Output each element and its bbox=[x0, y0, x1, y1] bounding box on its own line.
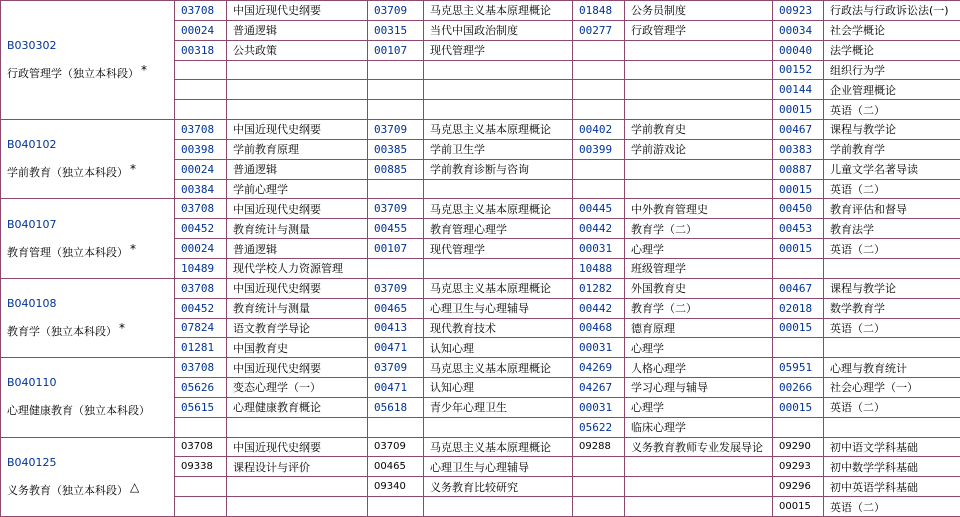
course-name bbox=[625, 100, 773, 120]
course-code: 00467 bbox=[773, 120, 824, 140]
course-name: 教育法学 bbox=[824, 219, 960, 239]
course-name: 心理卫生与心理辅导 bbox=[424, 457, 573, 477]
table-row bbox=[1, 120, 960, 140]
major-name: 心理健康教育（独立本科段） bbox=[7, 404, 150, 418]
course-code: 00399 bbox=[573, 139, 625, 159]
course-code bbox=[368, 80, 424, 100]
course-name: 英语（二） bbox=[824, 179, 960, 199]
course-code: 05622 bbox=[573, 417, 625, 437]
course-name: 义务教育教师专业发展导论 bbox=[625, 437, 773, 457]
course-code: 00315 bbox=[368, 20, 424, 40]
course-code bbox=[573, 60, 625, 80]
course-code: 00266 bbox=[773, 378, 824, 398]
course-name: 心理学 bbox=[625, 338, 773, 358]
course-code: 00465 bbox=[368, 298, 424, 318]
course-name: 德育原理 bbox=[625, 318, 773, 338]
course-code: 00465 bbox=[368, 457, 424, 477]
course-code: 00383 bbox=[773, 139, 824, 159]
course-name: 中国教育史 bbox=[227, 338, 368, 358]
course-name: 马克思主义基本原理概论 bbox=[424, 437, 573, 457]
course-code: 00031 bbox=[573, 239, 625, 259]
course-name: 课程设计与评价 bbox=[227, 457, 368, 477]
major-code: B030302 bbox=[7, 39, 57, 53]
course-name: 人格心理学 bbox=[625, 358, 773, 378]
course-name: 现代学校人力资源管理 bbox=[227, 258, 368, 278]
course-code: 01281 bbox=[175, 338, 227, 358]
course-code bbox=[368, 179, 424, 199]
course-code: 09340 bbox=[368, 477, 424, 497]
course-name: 英语（二） bbox=[824, 318, 960, 338]
course-name bbox=[625, 80, 773, 100]
course-name: 青少年心理卫生 bbox=[424, 397, 573, 417]
major-name: 义务教育（独立本科段） △ bbox=[7, 479, 140, 497]
course-name bbox=[227, 80, 368, 100]
course-code: 00450 bbox=[773, 199, 824, 219]
course-code: 03708 bbox=[175, 437, 227, 457]
course-name: 学习心理与辅导 bbox=[625, 378, 773, 398]
course-name: 数学教育学 bbox=[824, 298, 960, 318]
course-name: 普通逻辑 bbox=[227, 20, 368, 40]
course-name: 公共政策 bbox=[227, 40, 368, 60]
course-code: 00034 bbox=[773, 20, 824, 40]
course-code bbox=[573, 159, 625, 179]
course-code: 00453 bbox=[773, 219, 824, 239]
course-code: 00015 bbox=[773, 179, 824, 199]
course-code bbox=[773, 338, 824, 358]
course-name: 英语（二） bbox=[824, 397, 960, 417]
course-name bbox=[824, 258, 960, 278]
course-name bbox=[625, 477, 773, 497]
course-name bbox=[625, 497, 773, 517]
course-name: 教育统计与测量 bbox=[227, 298, 368, 318]
course-code bbox=[368, 60, 424, 80]
course-code: 00107 bbox=[368, 40, 424, 60]
course-code: 04269 bbox=[573, 358, 625, 378]
course-name bbox=[227, 477, 368, 497]
major-mark: △ bbox=[130, 479, 140, 494]
major-cell bbox=[1, 120, 175, 199]
course-code bbox=[368, 497, 424, 517]
course-code: 09293 bbox=[773, 457, 824, 477]
course-name: 学前游戏论 bbox=[625, 139, 773, 159]
major-code: B040108 bbox=[7, 297, 57, 310]
course-code: 03709 bbox=[368, 437, 424, 457]
course-name bbox=[424, 100, 573, 120]
course-code bbox=[175, 80, 227, 100]
course-code: 00452 bbox=[175, 298, 227, 318]
course-name: 企业管理概论 bbox=[824, 80, 960, 100]
course-name: 学前卫生学 bbox=[424, 139, 573, 159]
course-code: 00384 bbox=[175, 179, 227, 199]
course-name bbox=[625, 40, 773, 60]
course-code: 00024 bbox=[175, 20, 227, 40]
course-code: 02018 bbox=[773, 298, 824, 318]
course-code: 03708 bbox=[175, 1, 227, 21]
course-name: 班级管理学 bbox=[625, 258, 773, 278]
course-name: 中国近现代史纲要 bbox=[227, 120, 368, 140]
course-code bbox=[368, 258, 424, 278]
course-name: 学前教育学 bbox=[824, 139, 960, 159]
course-code: 05618 bbox=[368, 397, 424, 417]
course-name: 临床心理学 bbox=[625, 417, 773, 437]
course-code: 00031 bbox=[573, 397, 625, 417]
major-name: 教育管理（独立本科段） * bbox=[7, 241, 136, 259]
course-code: 00015 bbox=[773, 397, 824, 417]
course-name: 教育学（二） bbox=[625, 298, 773, 318]
major-mark: * bbox=[130, 162, 136, 177]
course-name: 心理学 bbox=[625, 397, 773, 417]
course-code: 09290 bbox=[773, 437, 824, 457]
course-name: 心理与教育统计 bbox=[824, 358, 960, 378]
major-code: B040102 bbox=[7, 138, 57, 152]
course-name: 认知心理 bbox=[424, 378, 573, 398]
course-name: 马克思主义基本原理概论 bbox=[424, 278, 573, 298]
course-name bbox=[424, 497, 573, 517]
course-name bbox=[227, 497, 368, 517]
course-name bbox=[424, 417, 573, 437]
course-name bbox=[625, 159, 773, 179]
course-name bbox=[824, 417, 960, 437]
major-code: B040107 bbox=[7, 217, 57, 231]
course-code bbox=[175, 100, 227, 120]
course-code: 00455 bbox=[368, 219, 424, 239]
course-name: 教育评估和督导 bbox=[824, 199, 960, 219]
course-code: 00015 bbox=[773, 100, 824, 120]
course-name: 公务员制度 bbox=[625, 1, 773, 21]
major-name: 行政管理学（独立本科段） * bbox=[7, 63, 147, 81]
course-name bbox=[424, 60, 573, 80]
course-name: 学前教育原理 bbox=[227, 139, 368, 159]
major-cell bbox=[1, 278, 175, 357]
course-code: 00471 bbox=[368, 378, 424, 398]
course-code: 05615 bbox=[175, 397, 227, 417]
course-name: 中国近现代史纲要 bbox=[227, 1, 368, 21]
course-name: 义务教育比较研究 bbox=[424, 477, 573, 497]
course-code: 10489 bbox=[175, 258, 227, 278]
course-code: 00467 bbox=[773, 278, 824, 298]
course-code: 03709 bbox=[368, 278, 424, 298]
course-code bbox=[573, 100, 625, 120]
course-name bbox=[424, 258, 573, 278]
course-code: 00015 bbox=[773, 318, 824, 338]
course-name: 行政管理学 bbox=[625, 20, 773, 40]
course-name: 教育管理心理学 bbox=[424, 219, 573, 239]
course-name: 初中英语学科基础 bbox=[824, 477, 960, 497]
course-code bbox=[573, 457, 625, 477]
course-name bbox=[625, 457, 773, 477]
course-name bbox=[424, 179, 573, 199]
course-code: 03708 bbox=[175, 278, 227, 298]
course-code: 03709 bbox=[368, 120, 424, 140]
course-name: 学前心理学 bbox=[227, 179, 368, 199]
course-name bbox=[424, 80, 573, 100]
course-code: 00024 bbox=[175, 239, 227, 259]
course-code: 09288 bbox=[573, 437, 625, 457]
course-name: 儿童文学名著导读 bbox=[824, 159, 960, 179]
course-name: 现代管理学 bbox=[424, 40, 573, 60]
major-cell bbox=[1, 358, 175, 437]
course-name: 英语（二） bbox=[824, 497, 960, 517]
course-code bbox=[573, 179, 625, 199]
course-code bbox=[573, 80, 625, 100]
course-code: 07824 bbox=[175, 318, 227, 338]
course-name: 当代中国政治制度 bbox=[424, 20, 573, 40]
course-name: 中国近现代史纲要 bbox=[227, 437, 368, 457]
course-name: 社会学概论 bbox=[824, 20, 960, 40]
course-code bbox=[175, 497, 227, 517]
course-name: 教育统计与测量 bbox=[227, 219, 368, 239]
table-row bbox=[1, 278, 960, 298]
course-code: 03708 bbox=[175, 120, 227, 140]
course-code: 00318 bbox=[175, 40, 227, 60]
course-code: 00040 bbox=[773, 40, 824, 60]
course-code: 00398 bbox=[175, 139, 227, 159]
table-row bbox=[1, 199, 960, 219]
course-name bbox=[227, 417, 368, 437]
course-name bbox=[227, 60, 368, 80]
course-code: 03708 bbox=[175, 358, 227, 378]
course-name: 心理卫生与心理辅导 bbox=[424, 298, 573, 318]
course-code bbox=[573, 497, 625, 517]
course-name: 普通逻辑 bbox=[227, 239, 368, 259]
course-name: 现代教育技术 bbox=[424, 318, 573, 338]
course-code: 03708 bbox=[175, 199, 227, 219]
exam-plan-body bbox=[1, 1, 960, 517]
course-name: 社会心理学（一） bbox=[824, 378, 960, 398]
course-name: 组织行为学 bbox=[824, 60, 960, 80]
course-code: 05951 bbox=[773, 358, 824, 378]
course-code: 01282 bbox=[573, 278, 625, 298]
course-code: 00413 bbox=[368, 318, 424, 338]
major-name: 学前教育（独立本科段） * bbox=[7, 162, 136, 180]
course-code: 00468 bbox=[573, 318, 625, 338]
course-code: 00923 bbox=[773, 1, 824, 21]
course-code: 00107 bbox=[368, 239, 424, 259]
course-code bbox=[773, 258, 824, 278]
course-code: 00452 bbox=[175, 219, 227, 239]
course-name: 课程与教学论 bbox=[824, 120, 960, 140]
course-name: 法学概论 bbox=[824, 40, 960, 60]
course-code: 09338 bbox=[175, 457, 227, 477]
course-name bbox=[824, 338, 960, 358]
course-name bbox=[625, 179, 773, 199]
course-name bbox=[227, 100, 368, 120]
course-code: 03709 bbox=[368, 358, 424, 378]
course-name: 英语（二） bbox=[824, 239, 960, 259]
course-code: 01848 bbox=[573, 1, 625, 21]
major-mark: * bbox=[130, 241, 136, 256]
course-code bbox=[175, 477, 227, 497]
major-mark: * bbox=[119, 321, 125, 335]
course-code: 00144 bbox=[773, 80, 824, 100]
course-code: 00471 bbox=[368, 338, 424, 358]
course-code: 03709 bbox=[368, 199, 424, 219]
major-mark: * bbox=[141, 63, 147, 78]
major-cell bbox=[1, 199, 175, 278]
course-code: 05626 bbox=[175, 378, 227, 398]
course-name: 认知心理 bbox=[424, 338, 573, 358]
course-name: 英语（二） bbox=[824, 100, 960, 120]
course-code: 10488 bbox=[573, 258, 625, 278]
course-name: 中国近现代史纲要 bbox=[227, 199, 368, 219]
course-code bbox=[573, 477, 625, 497]
course-name: 马克思主义基本原理概论 bbox=[424, 199, 573, 219]
course-code bbox=[368, 417, 424, 437]
course-name: 中国近现代史纲要 bbox=[227, 278, 368, 298]
course-name: 普通逻辑 bbox=[227, 159, 368, 179]
course-code: 00024 bbox=[175, 159, 227, 179]
course-code bbox=[773, 417, 824, 437]
course-name bbox=[625, 60, 773, 80]
table-row bbox=[1, 1, 960, 21]
course-name: 马克思主义基本原理概论 bbox=[424, 358, 573, 378]
course-code: 00015 bbox=[773, 497, 824, 517]
course-name: 课程与教学论 bbox=[824, 278, 960, 298]
major-code: B040125 bbox=[7, 455, 57, 469]
course-name: 中国近现代史纲要 bbox=[227, 358, 368, 378]
course-name: 心理健康教育概论 bbox=[227, 397, 368, 417]
course-code: 09296 bbox=[773, 477, 824, 497]
course-code: 00152 bbox=[773, 60, 824, 80]
course-code: 00442 bbox=[573, 298, 625, 318]
course-code: 00385 bbox=[368, 139, 424, 159]
course-name: 教育学（二） bbox=[625, 219, 773, 239]
course-name: 行政法与行政诉讼法(一) bbox=[824, 1, 960, 21]
course-code: 00887 bbox=[773, 159, 824, 179]
course-code: 00445 bbox=[573, 199, 625, 219]
course-code: 00031 bbox=[573, 338, 625, 358]
course-name: 现代管理学 bbox=[424, 239, 573, 259]
course-code bbox=[368, 100, 424, 120]
course-code bbox=[175, 417, 227, 437]
course-code: 00277 bbox=[573, 20, 625, 40]
course-name: 中外教育管理史 bbox=[625, 199, 773, 219]
major-cell bbox=[1, 437, 175, 516]
course-code: 04267 bbox=[573, 378, 625, 398]
course-code: 00402 bbox=[573, 120, 625, 140]
course-name: 心理学 bbox=[625, 239, 773, 259]
course-name: 外国教育史 bbox=[625, 278, 773, 298]
course-name: 马克思主义基本原理概论 bbox=[424, 1, 573, 21]
course-name: 马克思主义基本原理概论 bbox=[424, 120, 573, 140]
course-name: 变态心理学（一） bbox=[227, 378, 368, 398]
course-name: 学前教育史 bbox=[625, 120, 773, 140]
course-code: 00885 bbox=[368, 159, 424, 179]
major-code: B040110 bbox=[7, 376, 57, 390]
course-name: 语文教育学导论 bbox=[227, 318, 368, 338]
course-code: 00442 bbox=[573, 219, 625, 239]
course-name: 初中语文学科基础 bbox=[824, 437, 960, 457]
course-code bbox=[573, 40, 625, 60]
course-code bbox=[175, 60, 227, 80]
table-row bbox=[1, 358, 960, 378]
course-name: 学前教育诊断与咨询 bbox=[424, 159, 573, 179]
table-row bbox=[1, 437, 960, 457]
major-cell bbox=[1, 1, 175, 120]
course-code: 03709 bbox=[368, 1, 424, 21]
course-name: 初中数学学科基础 bbox=[824, 457, 960, 477]
major-name: 教育学（独立本科段） * bbox=[7, 321, 125, 338]
course-code: 00015 bbox=[773, 239, 824, 259]
